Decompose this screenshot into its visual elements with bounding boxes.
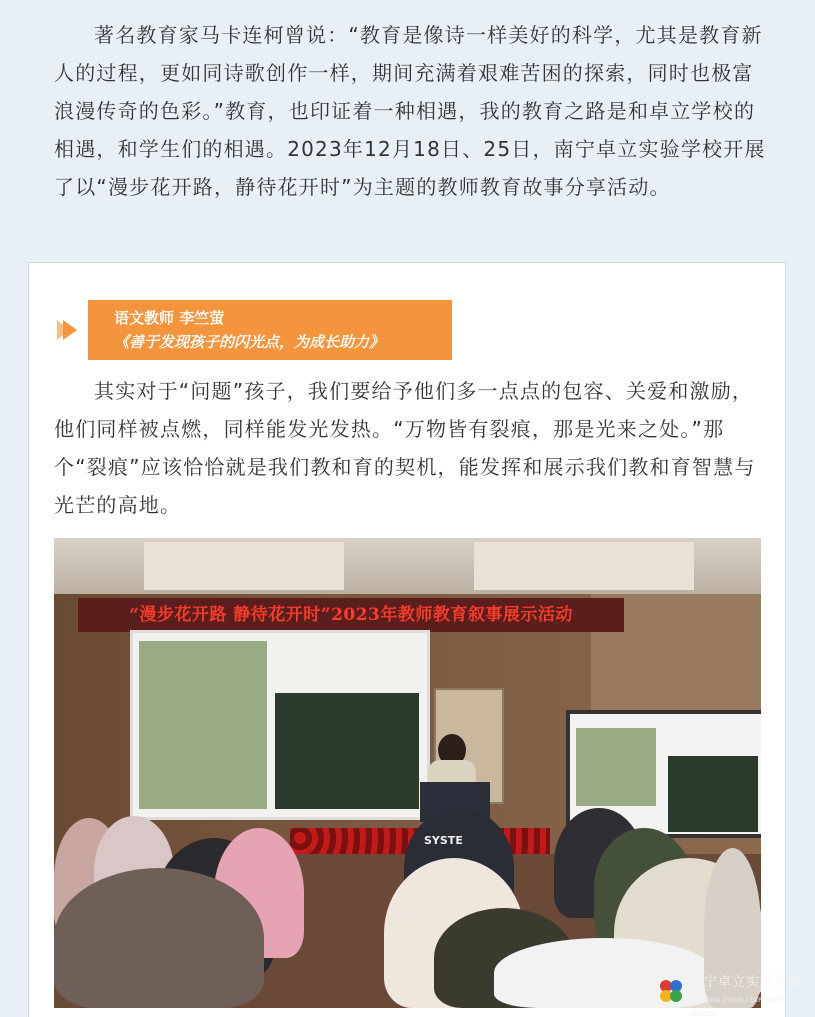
stage-banner: “漫步花开路 静待花开时”2023年教师教育叙事展示活动 xyxy=(78,598,624,632)
watermark-name: 南宁卓立实验学校 xyxy=(690,975,803,990)
banner-subtitle: 《善于发现孩子的闪光点，为成长助力》 xyxy=(114,333,385,351)
projection-screen xyxy=(130,630,430,820)
audience-member xyxy=(54,868,264,1008)
school-watermark xyxy=(656,970,806,1017)
watermark-sub: NANNING ZHUOLI EXPERIMENTAL SCHOOL xyxy=(690,997,799,1017)
school-logo-icon xyxy=(656,976,686,1006)
section-body: 其实对于“问题”孩子，我们要给予他们多一点点的包容、关爱和激励，他们同样被点燃，同样能发光发热。“万物皆有裂痕，那是光来之处。”那个“裂痕”应该恰恰就是我们教和育的契机，能发挥和展示我们教和育智慧与光芒的高地。 xyxy=(54,379,756,517)
shirt-text: SYSTE xyxy=(424,834,463,847)
event-photo[interactable] xyxy=(54,538,761,1008)
play-arrow-icon xyxy=(55,318,81,342)
intro-paragraph: 著名教育家马卡连柯曾说：“教育是像诗一样美好的科学，尤其是教育新人的过程，更如同诗歌创作一样，期间充满着艰难苦困的探索，同时也极富浪漫传奇的色彩。”教育，也印证着一种相遇，我的教育之路是和卓立学校的相遇，和学生们的相遇。2023年12月18日、25日，南宁卓立实验学校开展了以“漫步花开路，静待花开时”为主题的教师教育故事分享活动。 xyxy=(54,23,766,199)
banner-title: 语文教师 李竺萤 xyxy=(114,309,225,327)
ceiling xyxy=(54,538,761,600)
teacher-banner xyxy=(88,300,452,360)
